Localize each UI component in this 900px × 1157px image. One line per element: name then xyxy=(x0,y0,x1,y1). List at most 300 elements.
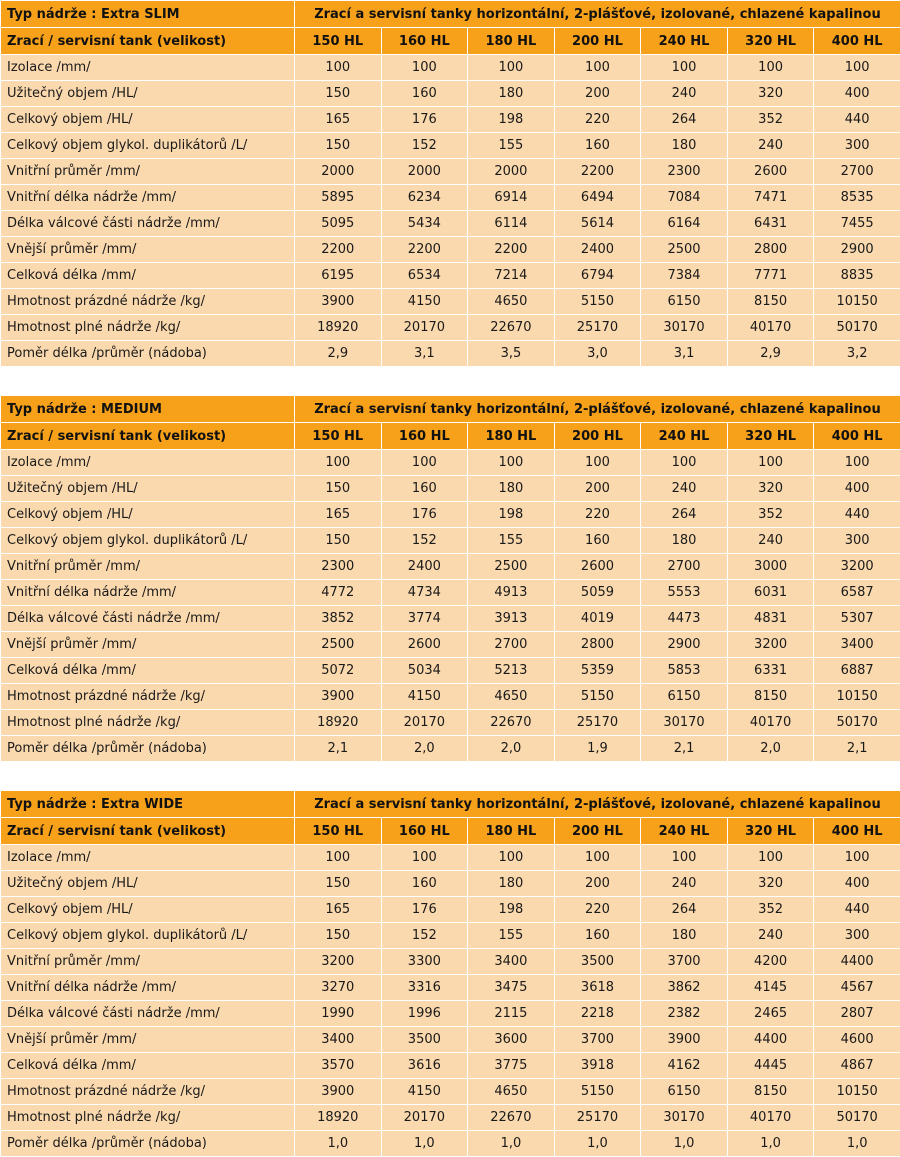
row-label: Hmotnost plné nádrže /kg/ xyxy=(1,1105,295,1131)
row-label: Celková délka /mm/ xyxy=(1,1053,295,1079)
row-label: Hmotnost prázdné nádrže /kg/ xyxy=(1,289,295,315)
value-cell: 30170 xyxy=(641,315,728,341)
value-cell: 400 xyxy=(814,476,900,502)
value-cell: 160 xyxy=(381,81,468,107)
value-cell: 180 xyxy=(641,528,728,554)
value-cell: 8150 xyxy=(727,289,814,315)
row-label: Užitečný objem /HL/ xyxy=(1,476,295,502)
table-row xyxy=(1,1105,900,1131)
value-cell: 3400 xyxy=(295,1027,382,1053)
table-row xyxy=(1,845,900,871)
value-cell: 240 xyxy=(727,923,814,949)
value-cell: 100 xyxy=(727,845,814,871)
table-row xyxy=(1,1053,900,1079)
value-cell: 6031 xyxy=(727,580,814,606)
value-cell: 264 xyxy=(641,897,728,923)
value-cell: 6150 xyxy=(641,684,728,710)
value-cell: 180 xyxy=(468,81,555,107)
value-cell: 22670 xyxy=(468,1105,555,1131)
value-cell: 1,0 xyxy=(381,1131,468,1157)
tank-description: Zrací a servisní tanky horizontální, 2-plášťové, izolované, chlazené kapalinou xyxy=(295,791,900,818)
value-cell: 2400 xyxy=(554,237,641,263)
value-cell: 352 xyxy=(727,502,814,528)
value-cell: 2900 xyxy=(814,237,900,263)
table-type-header-row xyxy=(1,396,900,423)
value-cell: 2,9 xyxy=(727,341,814,367)
table-row xyxy=(1,897,900,923)
value-cell: 176 xyxy=(381,502,468,528)
value-cell: 240 xyxy=(641,476,728,502)
value-cell: 6494 xyxy=(554,185,641,211)
row-label: Užitečný objem /HL/ xyxy=(1,871,295,897)
value-cell: 6431 xyxy=(727,211,814,237)
row-label: Poměr délka /průměr (nádoba) xyxy=(1,1131,295,1157)
table-row xyxy=(1,606,900,632)
value-cell: 152 xyxy=(381,923,468,949)
row-label: Vnější průměr /mm/ xyxy=(1,632,295,658)
value-cell: 400 xyxy=(814,81,900,107)
spec-table xyxy=(0,0,900,367)
value-cell: 150 xyxy=(295,81,382,107)
value-cell: 40170 xyxy=(727,710,814,736)
value-cell: 3316 xyxy=(381,975,468,1001)
table-row xyxy=(1,949,900,975)
value-cell: 160 xyxy=(381,871,468,897)
value-cell: 10150 xyxy=(814,1079,900,1105)
size-header-cell: 150 HL xyxy=(295,28,382,55)
value-cell: 155 xyxy=(468,528,555,554)
size-header-cell: 400 HL xyxy=(814,423,900,450)
value-cell: 100 xyxy=(295,450,382,476)
value-cell: 352 xyxy=(727,897,814,923)
value-cell: 3270 xyxy=(295,975,382,1001)
value-cell: 100 xyxy=(554,55,641,81)
value-cell: 3775 xyxy=(468,1053,555,1079)
row-label: Délka válcové části nádrže /mm/ xyxy=(1,606,295,632)
value-cell: 2600 xyxy=(554,554,641,580)
value-cell: 7471 xyxy=(727,185,814,211)
value-cell: 160 xyxy=(554,923,641,949)
row-label: Vnější průměr /mm/ xyxy=(1,1027,295,1053)
value-cell: 3400 xyxy=(468,949,555,975)
spec-table xyxy=(0,790,900,1157)
value-cell: 2,1 xyxy=(814,736,900,762)
tank-type-label: Typ nádrže : Extra SLIM xyxy=(1,1,295,28)
table-row xyxy=(1,81,900,107)
value-cell: 22670 xyxy=(468,710,555,736)
value-cell: 198 xyxy=(468,502,555,528)
value-cell: 1990 xyxy=(295,1001,382,1027)
value-cell: 5034 xyxy=(381,658,468,684)
value-cell: 1,0 xyxy=(554,1131,641,1157)
value-cell: 2700 xyxy=(641,554,728,580)
value-cell: 20170 xyxy=(381,315,468,341)
value-cell: 3900 xyxy=(295,684,382,710)
value-cell: 6234 xyxy=(381,185,468,211)
value-cell: 10150 xyxy=(814,684,900,710)
table-row xyxy=(1,975,900,1001)
value-cell: 3,1 xyxy=(641,341,728,367)
value-cell: 100 xyxy=(554,450,641,476)
value-cell: 2600 xyxy=(727,159,814,185)
value-cell: 200 xyxy=(554,476,641,502)
value-cell: 1,0 xyxy=(641,1131,728,1157)
value-cell: 18920 xyxy=(295,710,382,736)
tank-type-label: Typ nádrže : Extra WIDE xyxy=(1,791,295,818)
row-label: Celkový objem /HL/ xyxy=(1,107,295,133)
size-header-row xyxy=(1,28,900,55)
value-cell: 3475 xyxy=(468,975,555,1001)
value-cell: 20170 xyxy=(381,710,468,736)
row-label: Celkový objem glykol. duplikátorů /L/ xyxy=(1,528,295,554)
value-cell: 400 xyxy=(814,871,900,897)
table-row xyxy=(1,502,900,528)
size-header-cell: 180 HL xyxy=(468,423,555,450)
size-header-cell: 160 HL xyxy=(381,28,468,55)
value-cell: 2600 xyxy=(381,632,468,658)
value-cell: 152 xyxy=(381,133,468,159)
size-header-cell: 240 HL xyxy=(641,28,728,55)
value-cell: 4567 xyxy=(814,975,900,1001)
value-cell: 4650 xyxy=(468,684,555,710)
value-cell: 7084 xyxy=(641,185,728,211)
size-header-cell: 200 HL xyxy=(554,28,641,55)
row-label: Vnější průměr /mm/ xyxy=(1,237,295,263)
value-cell: 300 xyxy=(814,923,900,949)
value-cell: 100 xyxy=(381,55,468,81)
value-cell: 1,0 xyxy=(814,1131,900,1157)
value-cell: 8150 xyxy=(727,684,814,710)
value-cell: 2900 xyxy=(641,632,728,658)
value-cell: 2000 xyxy=(468,159,555,185)
value-cell: 1996 xyxy=(381,1001,468,1027)
value-cell: 100 xyxy=(381,450,468,476)
value-cell: 3918 xyxy=(554,1053,641,1079)
value-cell: 352 xyxy=(727,107,814,133)
value-cell: 198 xyxy=(468,107,555,133)
value-cell: 5853 xyxy=(641,658,728,684)
value-cell: 3852 xyxy=(295,606,382,632)
value-cell: 2218 xyxy=(554,1001,641,1027)
value-cell: 5614 xyxy=(554,211,641,237)
value-cell: 3300 xyxy=(381,949,468,975)
value-cell: 3400 xyxy=(814,632,900,658)
value-cell: 240 xyxy=(727,133,814,159)
row-label: Vnitřní délka nádrže /mm/ xyxy=(1,975,295,1001)
value-cell: 2,0 xyxy=(381,736,468,762)
value-cell: 4150 xyxy=(381,1079,468,1105)
value-cell: 6150 xyxy=(641,1079,728,1105)
value-cell: 6914 xyxy=(468,185,555,211)
value-cell: 30170 xyxy=(641,710,728,736)
table-row xyxy=(1,476,900,502)
table-row xyxy=(1,237,900,263)
row-label: Poměr délka /průměr (nádoba) xyxy=(1,736,295,762)
size-header-cell: 150 HL xyxy=(295,818,382,845)
value-cell: 18920 xyxy=(295,315,382,341)
value-cell: 160 xyxy=(381,476,468,502)
value-cell: 5359 xyxy=(554,658,641,684)
value-cell: 150 xyxy=(295,476,382,502)
value-cell: 3774 xyxy=(381,606,468,632)
value-cell: 40170 xyxy=(727,315,814,341)
value-cell: 1,0 xyxy=(468,1131,555,1157)
value-cell: 320 xyxy=(727,476,814,502)
value-cell: 165 xyxy=(295,107,382,133)
size-header-cell: 320 HL xyxy=(727,818,814,845)
table-row xyxy=(1,554,900,580)
value-cell: 1,0 xyxy=(727,1131,814,1157)
value-cell: 180 xyxy=(468,476,555,502)
table-row xyxy=(1,133,900,159)
value-cell: 100 xyxy=(727,55,814,81)
row-label: Celkový objem glykol. duplikátorů /L/ xyxy=(1,923,295,949)
row-label: Vnitřní průměr /mm/ xyxy=(1,554,295,580)
value-cell: 4600 xyxy=(814,1027,900,1053)
tank-description: Zrací a servisní tanky horizontální, 2-plášťové, izolované, chlazené kapalinou xyxy=(295,396,900,423)
value-cell: 198 xyxy=(468,897,555,923)
value-cell: 4150 xyxy=(381,289,468,315)
row-label: Vnitřní průměr /mm/ xyxy=(1,159,295,185)
value-cell: 8535 xyxy=(814,185,900,211)
tank-type-label: Typ nádrže : MEDIUM xyxy=(1,396,295,423)
size-header-cell: 160 HL xyxy=(381,818,468,845)
value-cell: 3200 xyxy=(295,949,382,975)
value-cell: 6150 xyxy=(641,289,728,315)
size-header-cell: 200 HL xyxy=(554,423,641,450)
value-cell: 40170 xyxy=(727,1105,814,1131)
value-cell: 25170 xyxy=(554,315,641,341)
table-row xyxy=(1,263,900,289)
value-cell: 165 xyxy=(295,897,382,923)
value-cell: 3700 xyxy=(641,949,728,975)
size-header-cell: 150 HL xyxy=(295,423,382,450)
value-cell: 6114 xyxy=(468,211,555,237)
size-column-label: Zrací / servisní tank (velikost) xyxy=(1,28,295,55)
value-cell: 3616 xyxy=(381,1053,468,1079)
table-row xyxy=(1,185,900,211)
value-cell: 18920 xyxy=(295,1105,382,1131)
value-cell: 2700 xyxy=(468,632,555,658)
row-label: Celková délka /mm/ xyxy=(1,658,295,684)
value-cell: 100 xyxy=(814,450,900,476)
value-cell: 150 xyxy=(295,923,382,949)
value-cell: 100 xyxy=(641,55,728,81)
value-cell: 3913 xyxy=(468,606,555,632)
row-label: Celková délka /mm/ xyxy=(1,263,295,289)
value-cell: 2382 xyxy=(641,1001,728,1027)
value-cell: 240 xyxy=(641,871,728,897)
value-cell: 300 xyxy=(814,133,900,159)
row-label: Užitečný objem /HL/ xyxy=(1,81,295,107)
value-cell: 320 xyxy=(727,81,814,107)
value-cell: 100 xyxy=(468,845,555,871)
value-cell: 4445 xyxy=(727,1053,814,1079)
value-cell: 165 xyxy=(295,502,382,528)
value-cell: 440 xyxy=(814,502,900,528)
value-cell: 240 xyxy=(727,528,814,554)
value-cell: 150 xyxy=(295,871,382,897)
value-cell: 6331 xyxy=(727,658,814,684)
row-label: Izolace /mm/ xyxy=(1,55,295,81)
value-cell: 4162 xyxy=(641,1053,728,1079)
value-cell: 7455 xyxy=(814,211,900,237)
value-cell: 5553 xyxy=(641,580,728,606)
value-cell: 100 xyxy=(727,450,814,476)
value-cell: 3570 xyxy=(295,1053,382,1079)
spec-table-block xyxy=(0,790,900,1157)
value-cell: 2000 xyxy=(381,159,468,185)
value-cell: 3,5 xyxy=(468,341,555,367)
value-cell: 5895 xyxy=(295,185,382,211)
value-cell: 3000 xyxy=(727,554,814,580)
value-cell: 6887 xyxy=(814,658,900,684)
value-cell: 200 xyxy=(554,871,641,897)
table-row xyxy=(1,528,900,554)
value-cell: 6164 xyxy=(641,211,728,237)
size-header-cell: 160 HL xyxy=(381,423,468,450)
table-row xyxy=(1,1027,900,1053)
value-cell: 3900 xyxy=(295,289,382,315)
spec-table-block xyxy=(0,0,900,367)
value-cell: 180 xyxy=(468,871,555,897)
value-cell: 440 xyxy=(814,107,900,133)
size-header-cell: 320 HL xyxy=(727,423,814,450)
value-cell: 4473 xyxy=(641,606,728,632)
value-cell: 2400 xyxy=(381,554,468,580)
value-cell: 4145 xyxy=(727,975,814,1001)
value-cell: 2465 xyxy=(727,1001,814,1027)
value-cell: 150 xyxy=(295,133,382,159)
value-cell: 3200 xyxy=(727,632,814,658)
value-cell: 2500 xyxy=(468,554,555,580)
size-header-row xyxy=(1,423,900,450)
row-label: Celkový objem /HL/ xyxy=(1,502,295,528)
value-cell: 2200 xyxy=(295,237,382,263)
value-cell: 2500 xyxy=(295,632,382,658)
value-cell: 1,0 xyxy=(295,1131,382,1157)
value-cell: 4734 xyxy=(381,580,468,606)
value-cell: 3862 xyxy=(641,975,728,1001)
value-cell: 6794 xyxy=(554,263,641,289)
value-cell: 4913 xyxy=(468,580,555,606)
value-cell: 100 xyxy=(814,845,900,871)
spec-table xyxy=(0,395,900,762)
value-cell: 2300 xyxy=(295,554,382,580)
tank-description: Zrací a servisní tanky horizontální, 2-plášťové, izolované, chlazené kapalinou xyxy=(295,1,900,28)
value-cell: 180 xyxy=(641,923,728,949)
value-cell: 50170 xyxy=(814,710,900,736)
table-row xyxy=(1,289,900,315)
value-cell: 2200 xyxy=(554,159,641,185)
size-header-cell: 240 HL xyxy=(641,423,728,450)
value-cell: 3618 xyxy=(554,975,641,1001)
row-label: Izolace /mm/ xyxy=(1,845,295,871)
value-cell: 155 xyxy=(468,133,555,159)
table-row xyxy=(1,684,900,710)
table-spacer xyxy=(0,762,900,790)
value-cell: 7214 xyxy=(468,263,555,289)
value-cell: 2000 xyxy=(295,159,382,185)
row-label: Hmotnost plné nádrže /kg/ xyxy=(1,315,295,341)
value-cell: 5150 xyxy=(554,289,641,315)
value-cell: 7771 xyxy=(727,263,814,289)
value-cell: 3500 xyxy=(554,949,641,975)
value-cell: 20170 xyxy=(381,1105,468,1131)
table-row xyxy=(1,450,900,476)
value-cell: 200 xyxy=(554,81,641,107)
value-cell: 2200 xyxy=(381,237,468,263)
size-header-cell: 240 HL xyxy=(641,818,728,845)
size-column-label: Zrací / servisní tank (velikost) xyxy=(1,423,295,450)
value-cell: 30170 xyxy=(641,1105,728,1131)
value-cell: 100 xyxy=(295,55,382,81)
value-cell: 3,0 xyxy=(554,341,641,367)
value-cell: 100 xyxy=(641,845,728,871)
table-row xyxy=(1,1131,900,1157)
value-cell: 2,9 xyxy=(295,341,382,367)
value-cell: 4019 xyxy=(554,606,641,632)
row-label: Vnitřní délka nádrže /mm/ xyxy=(1,580,295,606)
table-row xyxy=(1,211,900,237)
value-cell: 2800 xyxy=(554,632,641,658)
table-row xyxy=(1,632,900,658)
value-cell: 100 xyxy=(641,450,728,476)
value-cell: 300 xyxy=(814,528,900,554)
value-cell: 176 xyxy=(381,107,468,133)
value-cell: 5059 xyxy=(554,580,641,606)
spec-table-block xyxy=(0,395,900,762)
value-cell: 2807 xyxy=(814,1001,900,1027)
value-cell: 6587 xyxy=(814,580,900,606)
value-cell: 5095 xyxy=(295,211,382,237)
value-cell: 2200 xyxy=(468,237,555,263)
value-cell: 180 xyxy=(641,133,728,159)
value-cell: 50170 xyxy=(814,1105,900,1131)
value-cell: 160 xyxy=(554,528,641,554)
value-cell: 100 xyxy=(468,450,555,476)
row-label: Celkový objem glykol. duplikátorů /L/ xyxy=(1,133,295,159)
value-cell: 5307 xyxy=(814,606,900,632)
size-header-cell: 180 HL xyxy=(468,818,555,845)
value-cell: 2,0 xyxy=(727,736,814,762)
value-cell: 3900 xyxy=(641,1027,728,1053)
value-cell: 4650 xyxy=(468,1079,555,1105)
value-cell: 320 xyxy=(727,871,814,897)
size-column-label: Zrací / servisní tank (velikost) xyxy=(1,818,295,845)
table-row xyxy=(1,315,900,341)
value-cell: 2,0 xyxy=(468,736,555,762)
value-cell: 160 xyxy=(554,133,641,159)
value-cell: 10150 xyxy=(814,289,900,315)
value-cell: 240 xyxy=(641,81,728,107)
value-cell: 4400 xyxy=(727,1027,814,1053)
table-row xyxy=(1,55,900,81)
value-cell: 2,1 xyxy=(295,736,382,762)
value-cell: 6195 xyxy=(295,263,382,289)
size-header-cell: 320 HL xyxy=(727,28,814,55)
value-cell: 4831 xyxy=(727,606,814,632)
value-cell: 25170 xyxy=(554,710,641,736)
table-type-header-row xyxy=(1,1,900,28)
value-cell: 5150 xyxy=(554,1079,641,1105)
value-cell: 2300 xyxy=(641,159,728,185)
value-cell: 2800 xyxy=(727,237,814,263)
value-cell: 5213 xyxy=(468,658,555,684)
value-cell: 2700 xyxy=(814,159,900,185)
table-row xyxy=(1,710,900,736)
row-label: Poměr délka /průměr (nádoba) xyxy=(1,341,295,367)
